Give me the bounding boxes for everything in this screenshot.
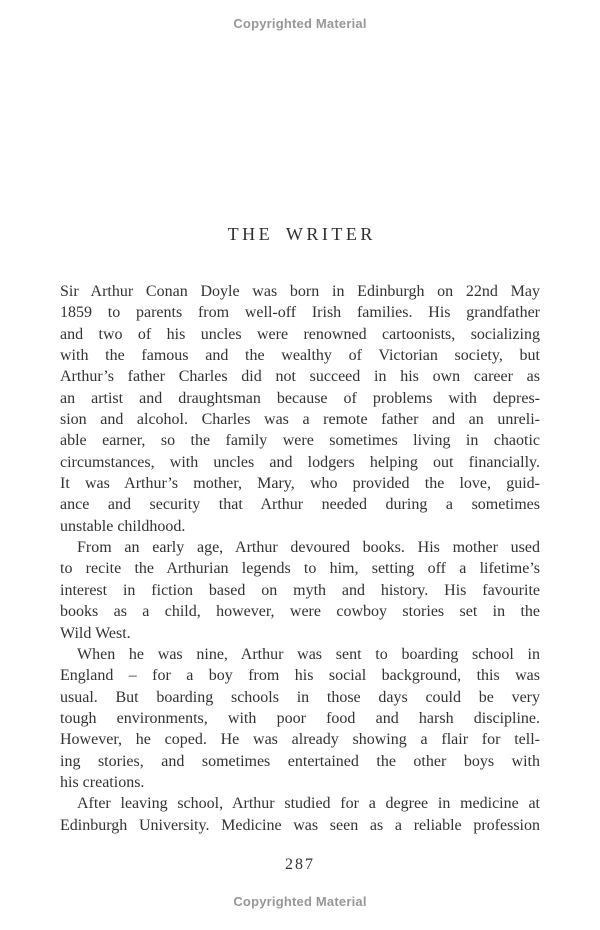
text-line: Arthur’s father Charles did not succeed in his own career as [60, 368, 540, 386]
text-line: After leaving school, Arthur studied for a degree in medicine at [77, 795, 540, 813]
text-line: When he was nine, Arthur was sent to boarding school in [77, 645, 540, 663]
text-line: able earner, so the family were sometimes living in chaotic [60, 432, 540, 450]
text-line: and two of his uncles were renowned cartoonists, socializing [60, 325, 540, 343]
chapter-title: THE WRITER [227, 224, 376, 244]
text-line: his creations. [60, 773, 145, 791]
text-line: England – for a boy from his social background, this was [60, 667, 540, 685]
copyright-notice-top: Copyrighted Material [233, 16, 367, 31]
text-line: to recite the Arthurian legends to him, setting off a lifetime’s [60, 560, 540, 578]
text-line: 1859 to parents from well-off Irish families. His grandfather [60, 304, 540, 322]
text-line: an artist and draughtsman because of problems with depres- [60, 389, 540, 407]
paragraph [60, 644, 540, 793]
text-line: unstable childhood. [60, 517, 186, 535]
text-line: From an early age, Arthur devoured books. His mother used [77, 539, 540, 557]
text-line: ing stories, and sometimes entertained the other boys with [60, 752, 540, 770]
text-line: books as a child, however, were cowboy stories set in the [60, 603, 540, 621]
body-text [60, 281, 540, 836]
text-line: It was Arthur’s mother, Mary, who provided the love, guid- [60, 475, 540, 493]
text-line: usual. But boarding schools in those days could be very [60, 688, 540, 706]
copyright-notice-bottom: Copyrighted Material [233, 894, 367, 909]
text-line: ance and security that Arthur needed during a sometimes [60, 496, 540, 514]
text-line: Wild West. [60, 624, 131, 642]
text-line: tough environments, with poor food and harsh discipline. [60, 709, 540, 727]
paragraph [60, 281, 540, 537]
page-number: 287 [285, 856, 315, 873]
text-line: circumstances, with uncles and lodgers helping out financially. [60, 453, 540, 471]
text-line: interest in fiction based on myth and history. His favourite [60, 581, 540, 599]
text-line: However, he coped. He was already showing a flair for tell- [60, 731, 540, 749]
paragraph [60, 793, 540, 836]
text-line: with the famous and the wealthy of Victorian society, but [60, 347, 540, 365]
paragraph [60, 537, 540, 644]
text-line: Sir Arthur Conan Doyle was born in Edinburgh on 22nd May [60, 283, 540, 300]
text-line: sion and alcohol. Charles was a remote father and an unreli- [60, 411, 540, 429]
text-line: Edinburgh University. Medicine was seen as a reliable profession [60, 816, 540, 834]
